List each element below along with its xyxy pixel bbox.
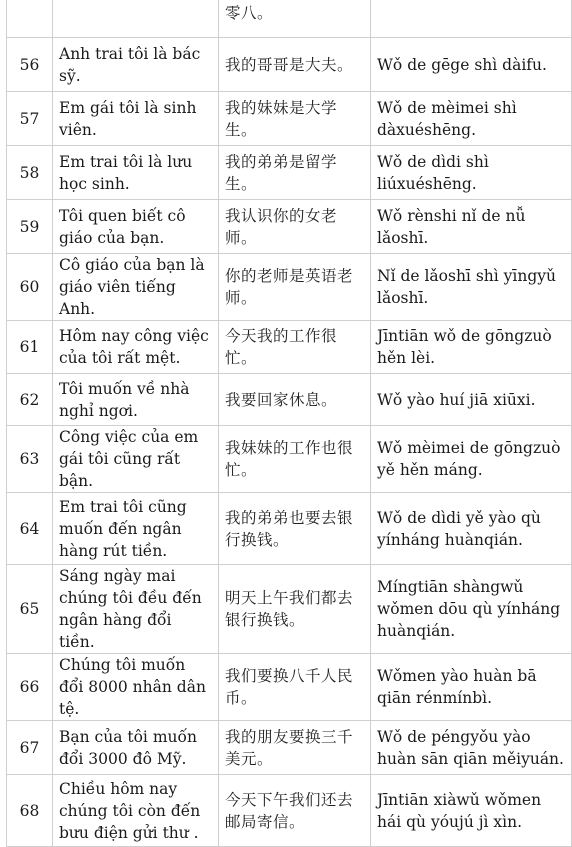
table-row — [7, 0, 572, 38]
chinese-text: 我的妹妹是大学生。 — [219, 92, 371, 146]
chinese-text: 我的哥哥是大夫。 — [219, 38, 371, 92]
chinese-text: 我要回家休息。 — [219, 374, 371, 426]
table-row — [7, 254, 572, 321]
vietnamese-text: Sáng ngày mai chúng tôi đều đến ngân hàng đổi tiền. — [53, 565, 219, 654]
pinyin-text: Wǒ de gēge shì dàifu. — [371, 38, 572, 92]
vietnamese-text: Em gái tôi là sinh viên. — [53, 92, 219, 146]
chinese-text: 我的朋友要换三千美元。 — [219, 721, 371, 775]
pinyin-text: Jīntiān wǒ de gōngzuò hěn lèi. — [371, 321, 572, 374]
vietnamese-text: Anh trai tôi là bác sỹ. — [53, 38, 219, 92]
chinese-text: 我的弟弟也要去银行换钱。 — [219, 493, 371, 565]
pinyin-text: Nǐ de lǎoshī shì yīngyǔ lǎoshī. — [371, 254, 572, 321]
row-number: 56 — [7, 38, 53, 92]
table-row — [7, 565, 572, 654]
chinese-text: 今天下午我们还去邮局寄信。 — [219, 775, 371, 847]
pinyin-text: Wǒ de dìdi yě yào qù yínháng huànqián. — [371, 493, 572, 565]
chinese-text: 我的弟弟是留学生。 — [219, 146, 371, 200]
row-number: 65 — [7, 565, 53, 654]
vietnamese-text: Chiều hôm nay chúng tôi còn đến bưu điện gửi thư . — [53, 775, 219, 847]
vietnamese-text: Hôm nay công việc của tôi rất mệt. — [53, 321, 219, 374]
table-row — [7, 200, 572, 254]
row-number: 58 — [7, 146, 53, 200]
vietnamese-text — [53, 0, 219, 38]
chinese-text: 我妹妹的工作也很忙。 — [219, 426, 371, 493]
row-number — [7, 0, 53, 38]
pinyin-text — [371, 0, 572, 38]
vietnamese-text: Cô giáo của bạn là giáo viên tiếng Anh. — [53, 254, 219, 321]
table-row — [7, 146, 572, 200]
table-row — [7, 374, 572, 426]
pinyin-text: Wǒ de mèimei shì dàxuéshēng. — [371, 92, 572, 146]
row-number: 66 — [7, 654, 53, 721]
chinese-text: 我认识你的女老师。 — [219, 200, 371, 254]
table-row — [7, 321, 572, 374]
chinese-text: 明天上午我们都去银行换钱。 — [219, 565, 371, 654]
vietnamese-text: Chúng tôi muốn đổi 8000 nhân dân tệ. — [53, 654, 219, 721]
vietnamese-text: Em trai tôi là lưu học sinh. — [53, 146, 219, 200]
table-row — [7, 426, 572, 493]
row-number: 59 — [7, 200, 53, 254]
row-number: 63 — [7, 426, 53, 493]
table-row — [7, 775, 572, 847]
pinyin-text: Wǒmen yào huàn bā qiān rénmínbì. — [371, 654, 572, 721]
pinyin-text: Wǒ rènshi nǐ de nǚ lǎoshī. — [371, 200, 572, 254]
chinese-text: 零八。 — [219, 0, 371, 38]
pinyin-text: Wǒ yào huí jiā xiūxi. — [371, 374, 572, 426]
chinese-text: 你的老师是英语老师。 — [219, 254, 371, 321]
pinyin-text: Wǒ de dìdi shì liúxuéshēng. — [371, 146, 572, 200]
row-number: 68 — [7, 775, 53, 847]
chinese-text: 今天我的工作很忙。 — [219, 321, 371, 374]
chinese-text: 我们要换八千人民币。 — [219, 654, 371, 721]
table-row — [7, 721, 572, 775]
vietnamese-text: Tôi muốn về nhà nghỉ ngơi. — [53, 374, 219, 426]
vietnamese-text: Công việc của em gái tôi cũng rất bận. — [53, 426, 219, 493]
vietnamese-text: Tôi quen biết cô giáo của bạn. — [53, 200, 219, 254]
vietnamese-text: Em trai tôi cũng muốn đến ngân hàng rút tiền. — [53, 493, 219, 565]
pinyin-text: Wǒ de péngyǒu yào huàn sān qiān měiyuán. — [371, 721, 572, 775]
row-number: 67 — [7, 721, 53, 775]
table-row — [7, 92, 572, 146]
pinyin-text: Wǒ mèimei de gōngzuò yě hěn máng. — [371, 426, 572, 493]
table-row — [7, 654, 572, 721]
table-row — [7, 493, 572, 565]
pinyin-text: Jīntiān xiàwǔ wǒmen hái qù yóujú jì xìn. — [371, 775, 572, 847]
row-number: 62 — [7, 374, 53, 426]
row-number: 60 — [7, 254, 53, 321]
vietnamese-text: Bạn của tôi muốn đổi 3000 đô Mỹ. — [53, 721, 219, 775]
row-number: 64 — [7, 493, 53, 565]
row-number: 57 — [7, 92, 53, 146]
table-row — [7, 38, 572, 92]
row-number: 61 — [7, 321, 53, 374]
pinyin-text: Míngtiān shàngwǔ wǒmen dōu qù yínháng huànqián. — [371, 565, 572, 654]
vocabulary-table — [6, 0, 572, 847]
